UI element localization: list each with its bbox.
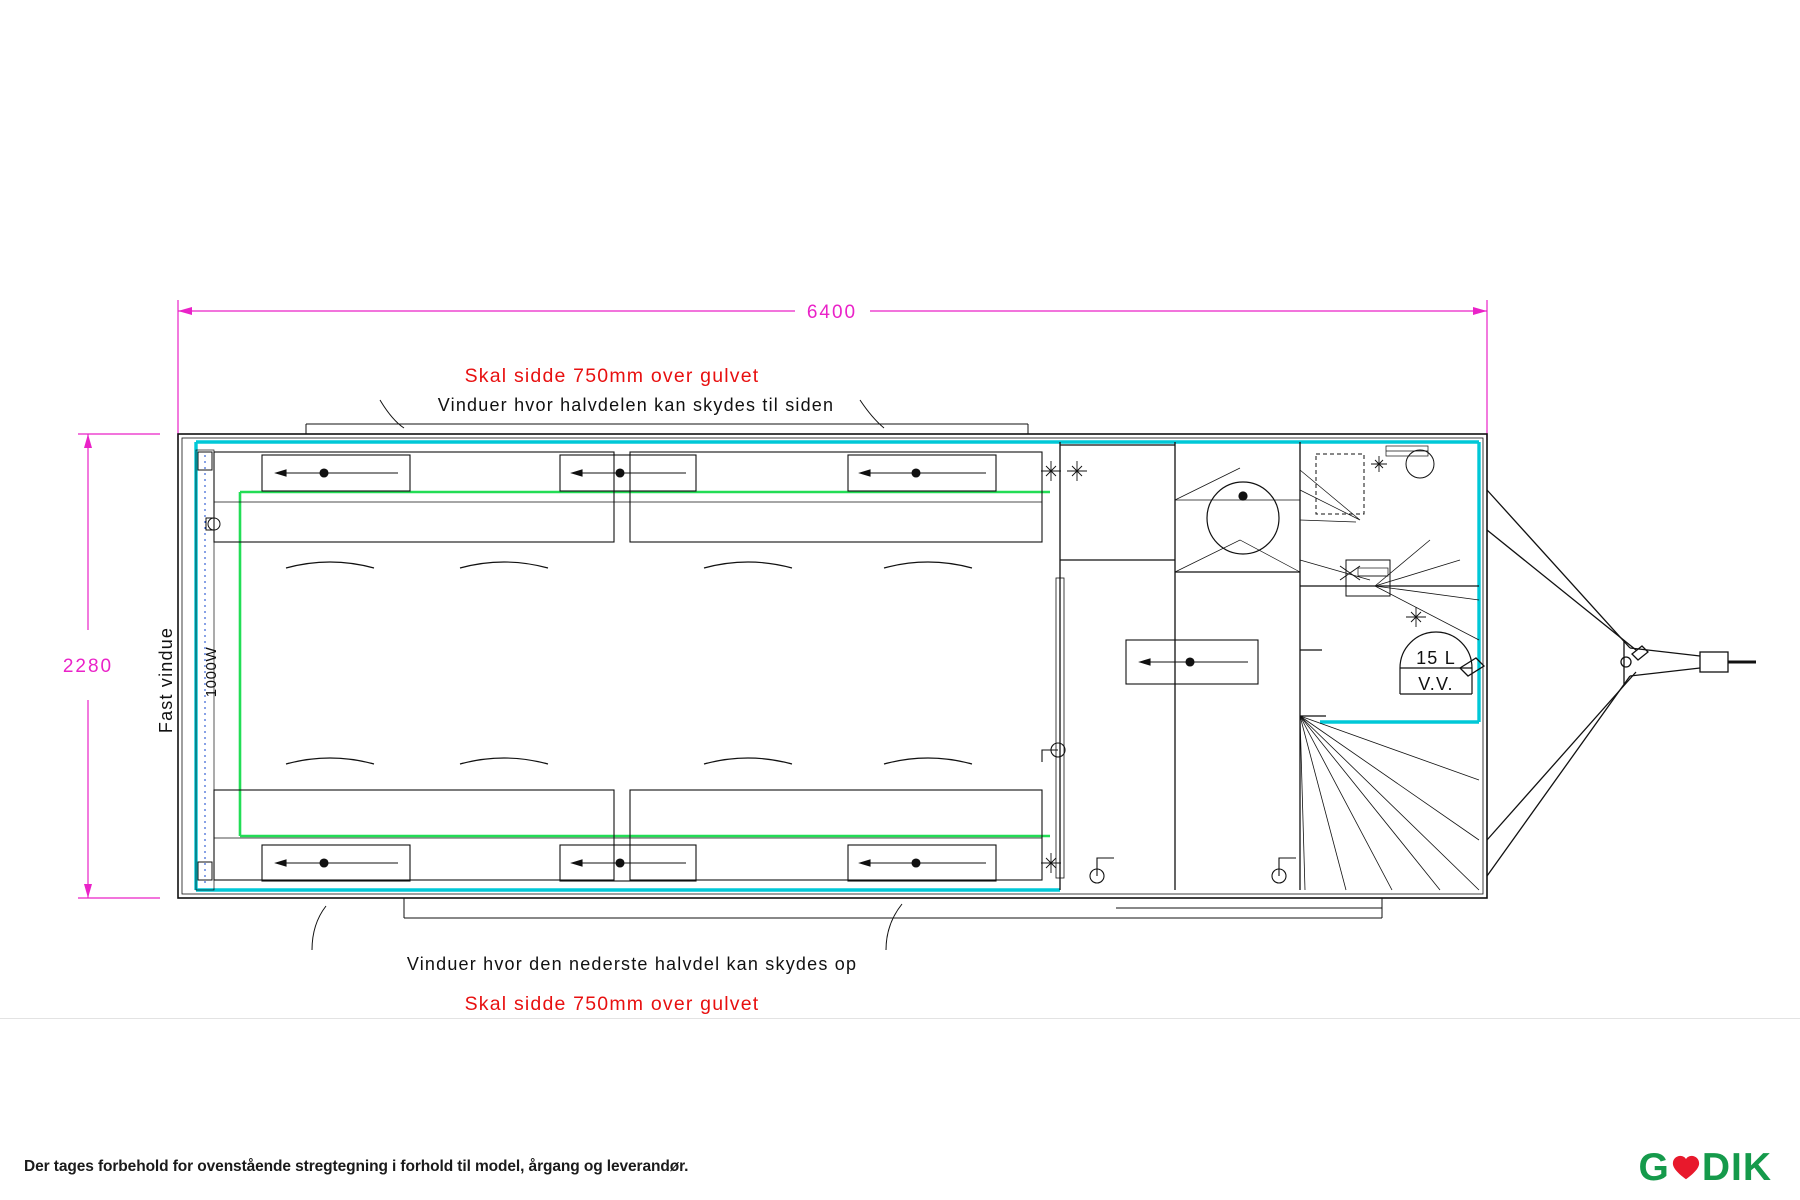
sink-basin (1175, 468, 1300, 572)
note-bottom-red: Skal sidde 750mm over gulvet (464, 993, 760, 1015)
logo-text-right: DIK (1701, 1146, 1772, 1189)
center-window-panel (1126, 640, 1258, 684)
note-top-black: Vinduer hvor halvdelen kan skydes til siden (437, 395, 835, 415)
dim-length-label: 6400 (806, 302, 858, 323)
footer-divider (0, 1018, 1800, 1019)
dim-width-label: 2280 (62, 656, 114, 677)
bottom-window-band (214, 758, 1042, 881)
note-leader-lines (312, 400, 902, 950)
trailer-outline (178, 434, 1487, 898)
note-left-power: 1000W (203, 646, 220, 698)
hinge-symbols (1041, 456, 1426, 873)
note-top-red: Skal sidde 750mm over gulvet (464, 365, 760, 387)
tank-type-label: V.V. (1418, 674, 1454, 694)
green-trim (240, 492, 1050, 836)
top-window-band (214, 452, 1042, 568)
dimension-lines (78, 300, 1487, 898)
note-bottom-black: Vinduer hvor den nederste halvdel kan skydes op (406, 954, 858, 974)
top-right-detail (1386, 446, 1428, 456)
heart-icon (1671, 1153, 1701, 1183)
bottom-skirt (404, 898, 1382, 918)
mid-right-detail (1358, 568, 1388, 576)
logo-text-left: G (1638, 1146, 1670, 1189)
roof-projection (306, 424, 1028, 434)
support-jacks (1042, 743, 1296, 883)
tow-hitch (1460, 490, 1756, 876)
brand-logo (1638, 1148, 1772, 1187)
note-left-vertical: Fast vindue (156, 626, 176, 734)
tank-volume-label: 15 L (1416, 648, 1456, 668)
cyan-trim (196, 442, 1479, 890)
disclaimer-text: Der tages forbehold for ovenstående stregtegning i forhold til model, årgang og leverandør. (24, 1158, 689, 1175)
